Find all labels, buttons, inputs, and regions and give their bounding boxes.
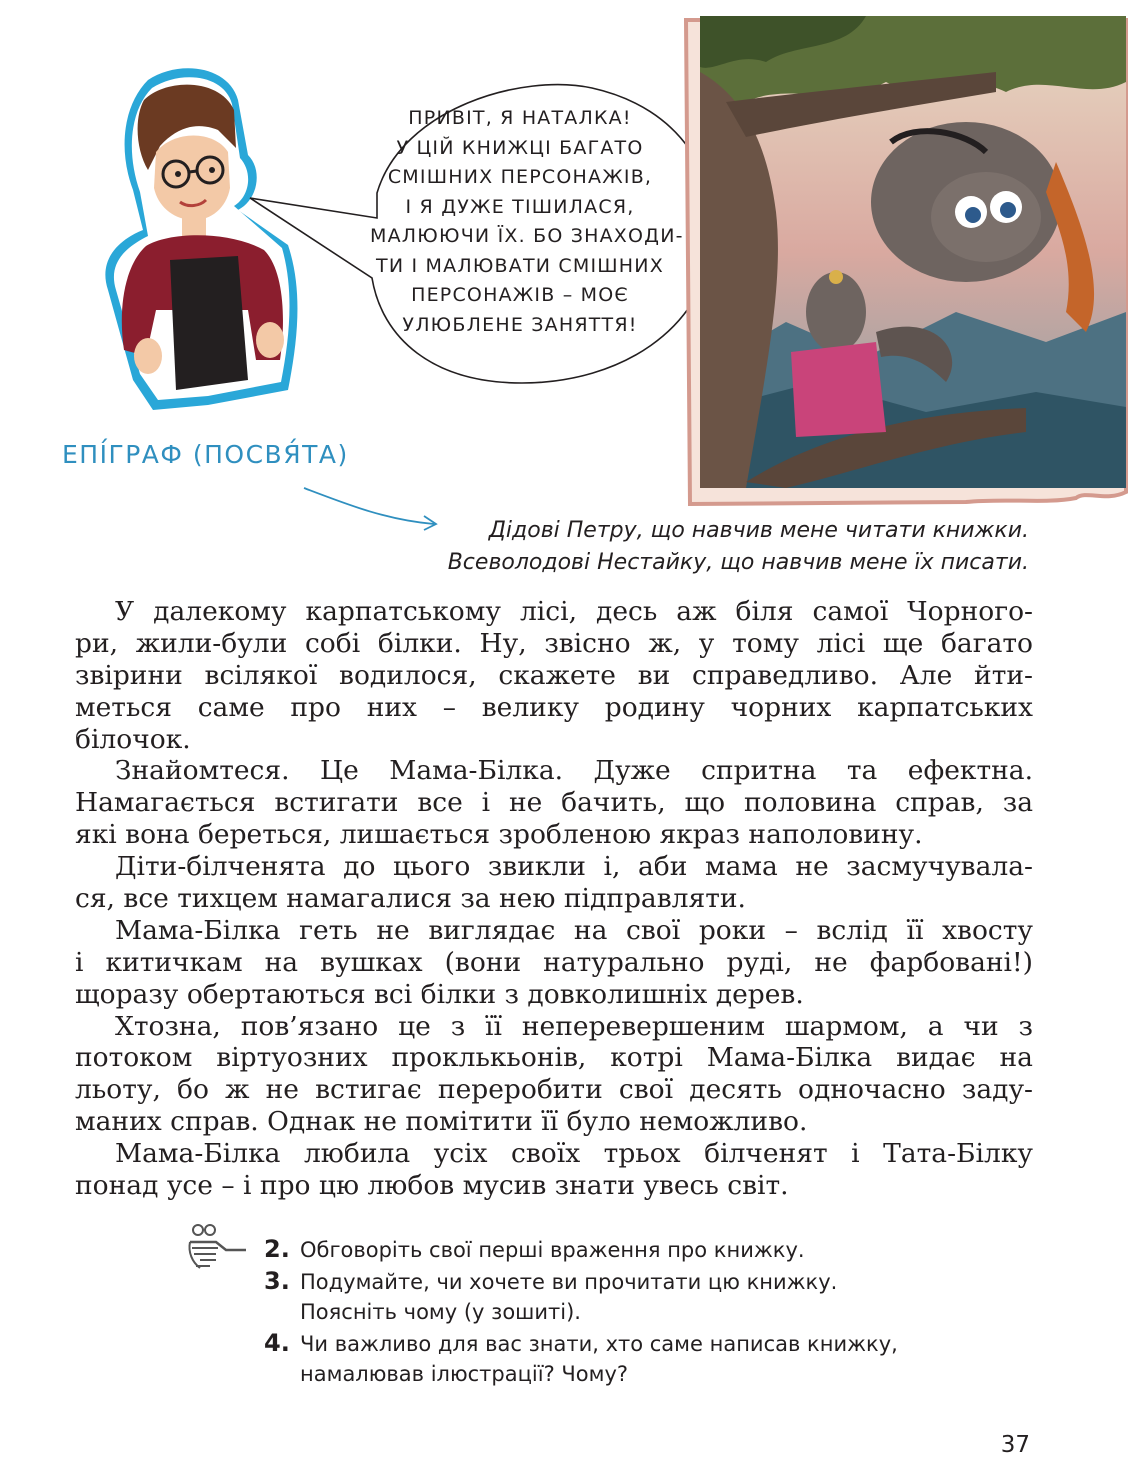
- bubble-line: І Я ДУЖЕ ТІШИЛАСЯ,: [405, 195, 635, 218]
- bubble-line: ПЕРСОНАЖІВ – МОЄ: [411, 284, 629, 306]
- story-line: які вона береться, лишається зробленою якраз наполовину.: [75, 819, 923, 851]
- story-line: Мама-Білка любила усіх своїх трьох білченят і Тата-Білку: [115, 1138, 1033, 1170]
- story-text: [75, 596, 1033, 1202]
- epigraph-label: ЕПІ́ГРАФ (ПОСВЯ́ТА): [62, 440, 349, 469]
- task-text: Подумайте, чи хочете ви прочитати цю книжку.: [300, 1269, 838, 1294]
- task-4: [264, 1328, 1064, 1360]
- pair-work-icon: [186, 1222, 248, 1272]
- book-illustration-squirrels: [666, 12, 1133, 512]
- bubble-line: МАЛЮЮЧИ ЇХ. БО ЗНАХОДИ-: [370, 225, 684, 247]
- task-3-continuation: Поясніть чому (у зошиті).: [300, 1300, 581, 1324]
- page-number: 37: [1000, 1432, 1030, 1458]
- speech-bubble-text: [370, 104, 684, 340]
- story-line: і китичкам на вушках (вони натурально руді, не фарбовані!): [75, 946, 1033, 978]
- bubble-line: УЛЮБЛЕНЕ ЗАНЯТТЯ!: [402, 313, 638, 336]
- task-number: 3.: [264, 1266, 290, 1295]
- story-line: Діти-білченята до цього звикли і, аби мама не засмучувала-: [115, 851, 1033, 883]
- story-line: звірини всілякої водилося, скажете ви справедливо. Але йти-: [75, 659, 1033, 691]
- bubble-line: ТИ І МАЛЮВАТИ СМІШНИХ: [376, 254, 664, 277]
- epigraph-line: Дідові Петру, що навчив мене читати книжки.: [488, 518, 1029, 543]
- task-text: Обговоріть свої перші враження про книжку.: [300, 1238, 805, 1262]
- bubble-line: СМІШНИХ ПЕРСОНАЖІВ,: [387, 166, 653, 188]
- story-line: Намагається встигати все і не бачить, що половина справ, за: [75, 787, 1033, 819]
- bubble-line: ПРИВІТ, Я НАТАЛКА!: [408, 107, 632, 129]
- story-line: У далекому карпатському лісі, десь аж біля самої Чорного-: [115, 596, 1033, 627]
- arrow-icon: [296, 478, 446, 538]
- tasks-list: [264, 1234, 1064, 1390]
- story-line: Хтозна, пов’язано це з її неперевершеним шармом, а чи з: [115, 1010, 1033, 1042]
- story-line: ся, все тихцем намагалися за нею підправляти.: [75, 883, 746, 915]
- task-number: 4.: [264, 1328, 290, 1357]
- task-text: Чи важливо для вас знати, хто саме написав книжку,: [300, 1331, 898, 1356]
- story-line: щоразу обертаються всі білки з довколишніх дерев.: [75, 978, 804, 1010]
- story-line: маних справ. Однак не помітити її було неможливо.: [75, 1106, 808, 1138]
- story-line: льоту, бо ж не встигає переробити свої десять одночасно заду-: [75, 1074, 1033, 1106]
- task-4-continuation: намалював ілюстрації? Чому?: [300, 1362, 629, 1386]
- story-line: меться саме про них – велику родину чорних карпатських: [75, 691, 1033, 723]
- bubble-line: У ЦІЙ КНИЖЦІ БАГАТО: [396, 136, 644, 159]
- story-line: понад усе – і про цю любов мусив знати увесь світ.: [75, 1170, 789, 1202]
- story-line: ри, жили-були собі білки. Ну, звісно ж, у тому лісі ще багато: [75, 627, 1033, 659]
- story-line: потоком віртуозних проклькьонів, котрі Мама-Білка видає на: [75, 1042, 1033, 1074]
- task-number: 2.: [264, 1235, 290, 1263]
- story-line: Знайомтеся. Це Мама-Білка. Дуже спритна та ефектна.: [115, 755, 1033, 787]
- task-2: [264, 1234, 1064, 1266]
- task-3: [264, 1266, 1064, 1298]
- epigraph-line: Всеволодові Нестайку, що навчив мене їх писати.: [447, 550, 1029, 575]
- story-line: Мама-Білка геть не виглядає на свої роки – вслід її хвосту: [115, 914, 1033, 946]
- story-line: білочок.: [75, 723, 191, 755]
